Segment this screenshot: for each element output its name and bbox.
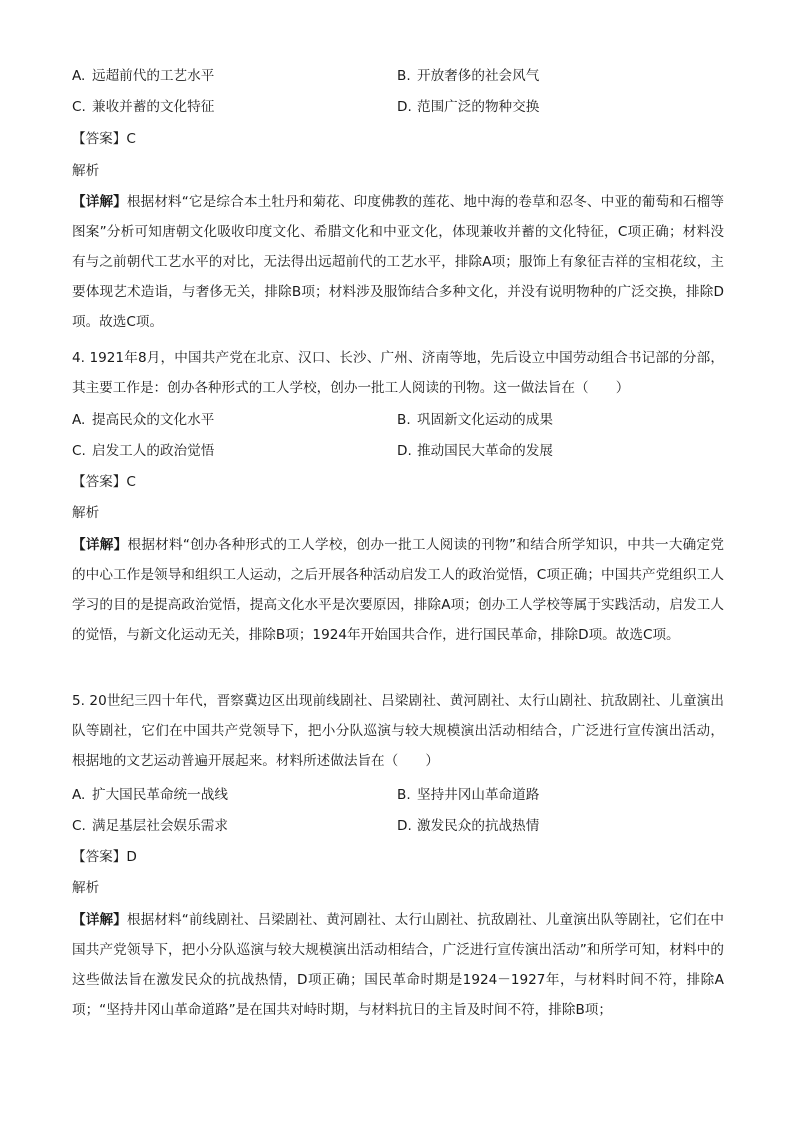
q3-answer: 【答案】C: [72, 131, 136, 147]
q5-option-c: C. 满足基层社会娱乐需求: [72, 818, 228, 834]
q3-detail: 【详解】根据材料“它是综合本土牡丹和菊花、印度佛教的莲花、地中海的卷草和忍冬、中亚的葡萄和石榴等图案”分析可知唐朝文化吸收印度文化、希腊文化和中亚文化，体现兼收并蓄的文化特征，C项正确；材料没有与之前朝代工艺水平的对比，无法得出远超前代的工艺水平，排除A项；服饰上有象征吉祥的宝相花纹，主要体现艺术造诣，与奢侈无关，排除B项；材料涉及服饰结合多种文化，并没有说明物种的广泛交换，排除D项。故选C项。: [72, 194, 724, 330]
q5-answer: 【答案】D: [72, 849, 137, 865]
q5-option-d: D. 激发民众的抗战热情: [397, 818, 540, 834]
q4-option-d: D. 推动国民大革命的发展: [397, 443, 553, 459]
q5-analysis-heading: 解析: [72, 880, 100, 896]
q4-option-b: B. 巩固新文化运动的成果: [397, 412, 553, 428]
q4-option-c: C. 启发工人的政治觉悟: [72, 443, 215, 459]
q4-analysis-heading: 解析: [72, 505, 100, 521]
q4-detail: 【详解】根据材料“创办各种形式的工人学校，创办一批工人阅读的刊物”和结合所学知识，中共一大确定党的中心工作是领导和组织工人运动，之后开展各种活动启发工人的政治觉悟，C项正确；中国共产党组织工人学习的目的是提高政治觉悟，提高文化水平是次要原因，排除A项；创办工人学校等属于实践活动，启发工人的觉悟，与新文化运动无关，排除B项；1924年开始国共合作，进行国民革命，排除D项。故选C项。: [72, 537, 724, 643]
q3-option-b: B. 开放奢侈的社会风气: [397, 68, 540, 84]
q3-option-c: C. 兼收并蓄的文化特征: [72, 99, 215, 115]
q5-option-a: A. 扩大国民革命统一战线: [72, 787, 228, 803]
q5-stem: 5. 20世纪三四十年代，晋察冀边区出现前线剧社、吕梁剧社、黄河剧社、太行山剧社、抗敌剧社、儿童演出队等剧社，它们在中国共产党领导下，把小分队巡演与较大规模演出活动相结合，广泛进行宣传演出活动，根据地的文艺运动普遍开展起来。材料所述做法旨在（ ）: [72, 693, 724, 769]
q4-answer: 【答案】C: [72, 474, 136, 490]
q3-analysis-heading: 解析: [72, 163, 100, 179]
q3-option-a: A. 远超前代的工艺水平: [72, 68, 215, 84]
q4-option-a: A. 提高民众的文化水平: [72, 412, 215, 428]
q5-option-b: B. 坚持井冈山革命道路: [397, 787, 540, 803]
q4-stem: 4. 1921年8月，中国共产党在北京、汉口、长沙、广州、济南等地，先后设立中国劳动组合书记部的分部，其主要工作是：创办各种形式的工人学校，创办一批工人阅读的刊物。这一做法旨在（ ）: [72, 350, 724, 396]
q5-detail: 【详解】根据材料“前线剧社、吕梁剧社、黄河剧社、太行山剧社、抗敌剧社、儿童演出队等剧社，它们在中国共产党领导下，把小分队巡演与较大规模演出活动相结合，广泛进行宣传演出活动”和所学可知，材料中的这些做法旨在激发民众的抗战热情，D项正确；国民革命时期是1924－1927年，与材料时间不符，排除A项；“坚持井冈山革命道路”是在国共对峙时期，与材料抗日的主旨及时间不符，排除B项；: [72, 912, 724, 1018]
q3-option-d: D. 范围广泛的物种交换: [397, 99, 540, 115]
